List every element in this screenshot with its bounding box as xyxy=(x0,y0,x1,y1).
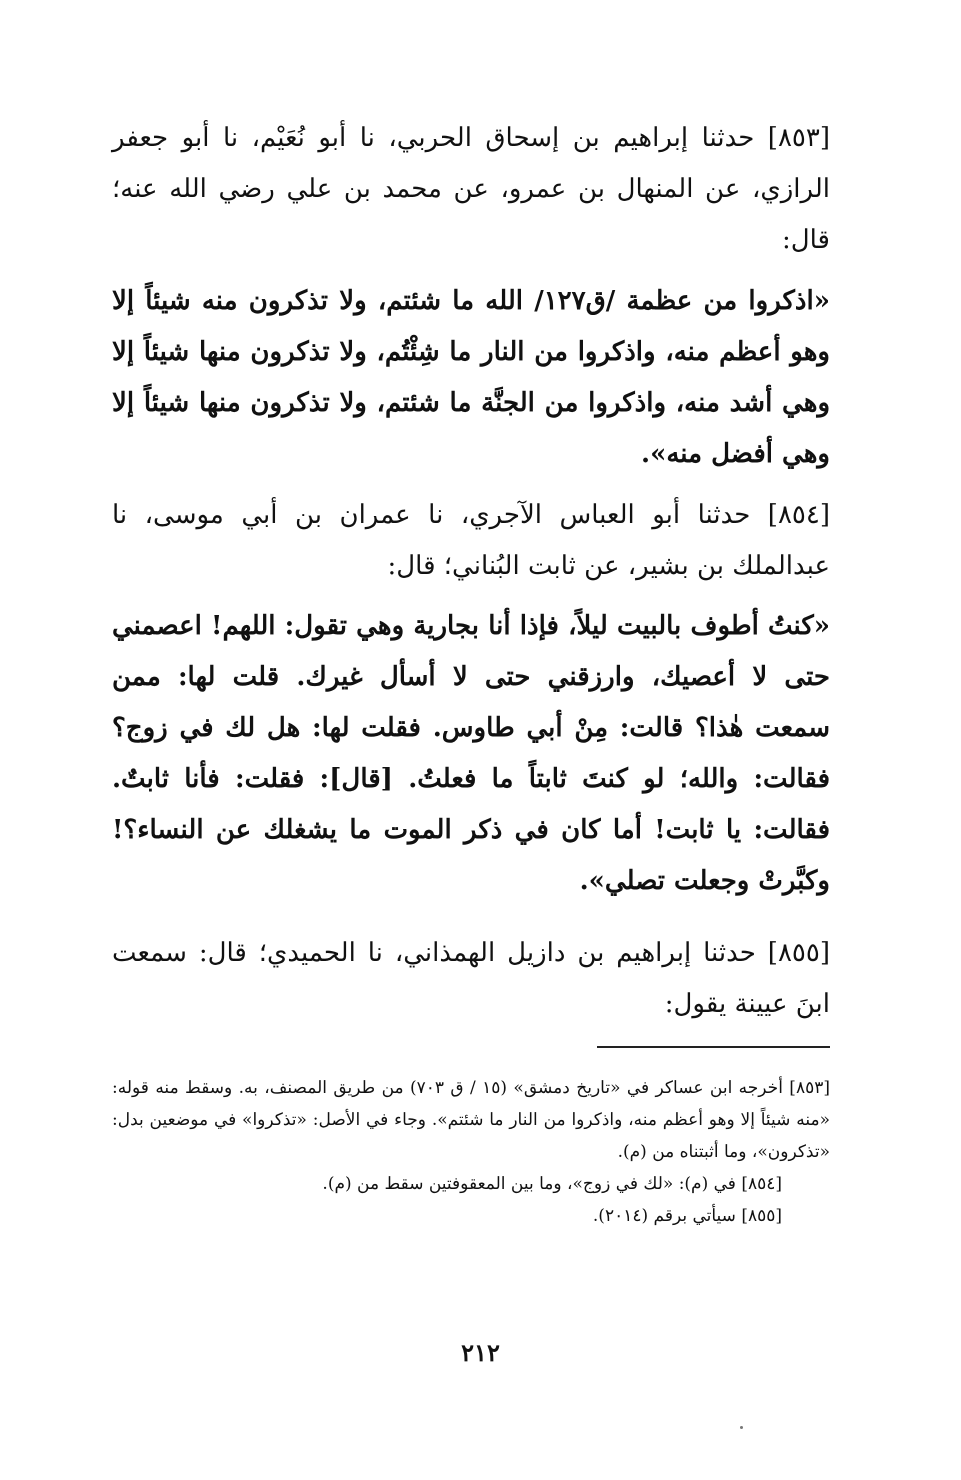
footnotes xyxy=(112,1072,830,1232)
footnote-separator xyxy=(597,1046,830,1048)
hadith-855-narration-block xyxy=(112,928,830,1030)
hadith-854-narration: [٨٥٤] حدثنا أبو العباس الآجري، نا عمران بن أبي موسى، نا عبدالملك بن بشير، عن ثابت البُناني؛ قال: xyxy=(112,500,830,581)
hadith-853-narration: [٨٥٣] حدثنا إبراهيم بن إسحاق الحربي، نا أبو نُعَيْم، نا أبو جعفر الرازي، عن المنهال بن عمرو، عن محمد بن علي رضي الله عنه؛ قال: xyxy=(112,123,830,255)
scan-speck xyxy=(740,1426,743,1429)
page-number: ٢١٢ xyxy=(461,1338,500,1367)
hadith-854-text: «كنتُ أطوف بالبيت ليلاً، فإذا أنا بجارية وهي تقول: اللهم! اعصمني حتى لا أعصيك، وارزقني حتى لا أسأل غيرك. قلت لها: ممن سمعت هٰذا؟ قالت: مِنْ أبي طاوس. فقلت لها: هل لك في زوج؟ فقالت: والله؛ لو كنتَ ثابتاً ما فعلتُ. [قال]: فقلت: فأنا ثابتٌ. فقالت: يا ثابت! أما كان في ذكر الموت ما يشغلك عن النساء؟! وكبَّرتْ وجعلت تصلي». xyxy=(112,611,830,896)
footnote-854: [٨٥٤] في (م): «لك في زوج»، وما بين المعقوفتين سقط من (م). xyxy=(322,1174,782,1194)
hadith-855-narration: [٨٥٥] حدثنا إبراهيم بن دازيل الهمذاني، نا الحميدي؛ قال: سمعت ابنَ عيينة يقول: xyxy=(112,938,830,1019)
hadith-853-text-block xyxy=(112,276,830,480)
footnote-855: [٨٥٥] سيأتي برقم (٢٠١٤). xyxy=(592,1206,782,1226)
hadith-853-narration-block xyxy=(112,113,830,266)
hadith-854-text-block xyxy=(112,601,830,907)
hadith-854-narration-block xyxy=(112,490,830,592)
footnote-853: [٨٥٣] أخرجه ابن عساكر في «تاريخ دمشق» (١٥ / ق ٧٠٣) من طريق المصنف، به. وسقط منه قوله: «منه شيئاً إلا وهو أعظم منه، واذكروا من النار ما شئتم». وجاء في الأصل: «تذكروا» في موضعين بدل: «تذكرون»، وما أثبتناه من (م). xyxy=(112,1078,830,1162)
hadith-853-text: «اذكروا من عظمة /ق١٢٧/ الله ما شئتم، ولا تذكرون منه شيئاً إلا وهو أعظم منه، واذكروا من النار ما شِئْتُم، ولا تذكرون منها شيئاً إلا وهي أشد منه، واذكروا من الجنَّة ما شئتم، ولا تذكرون منها شيئاً إلا وهي أفضل منه». xyxy=(112,286,830,469)
